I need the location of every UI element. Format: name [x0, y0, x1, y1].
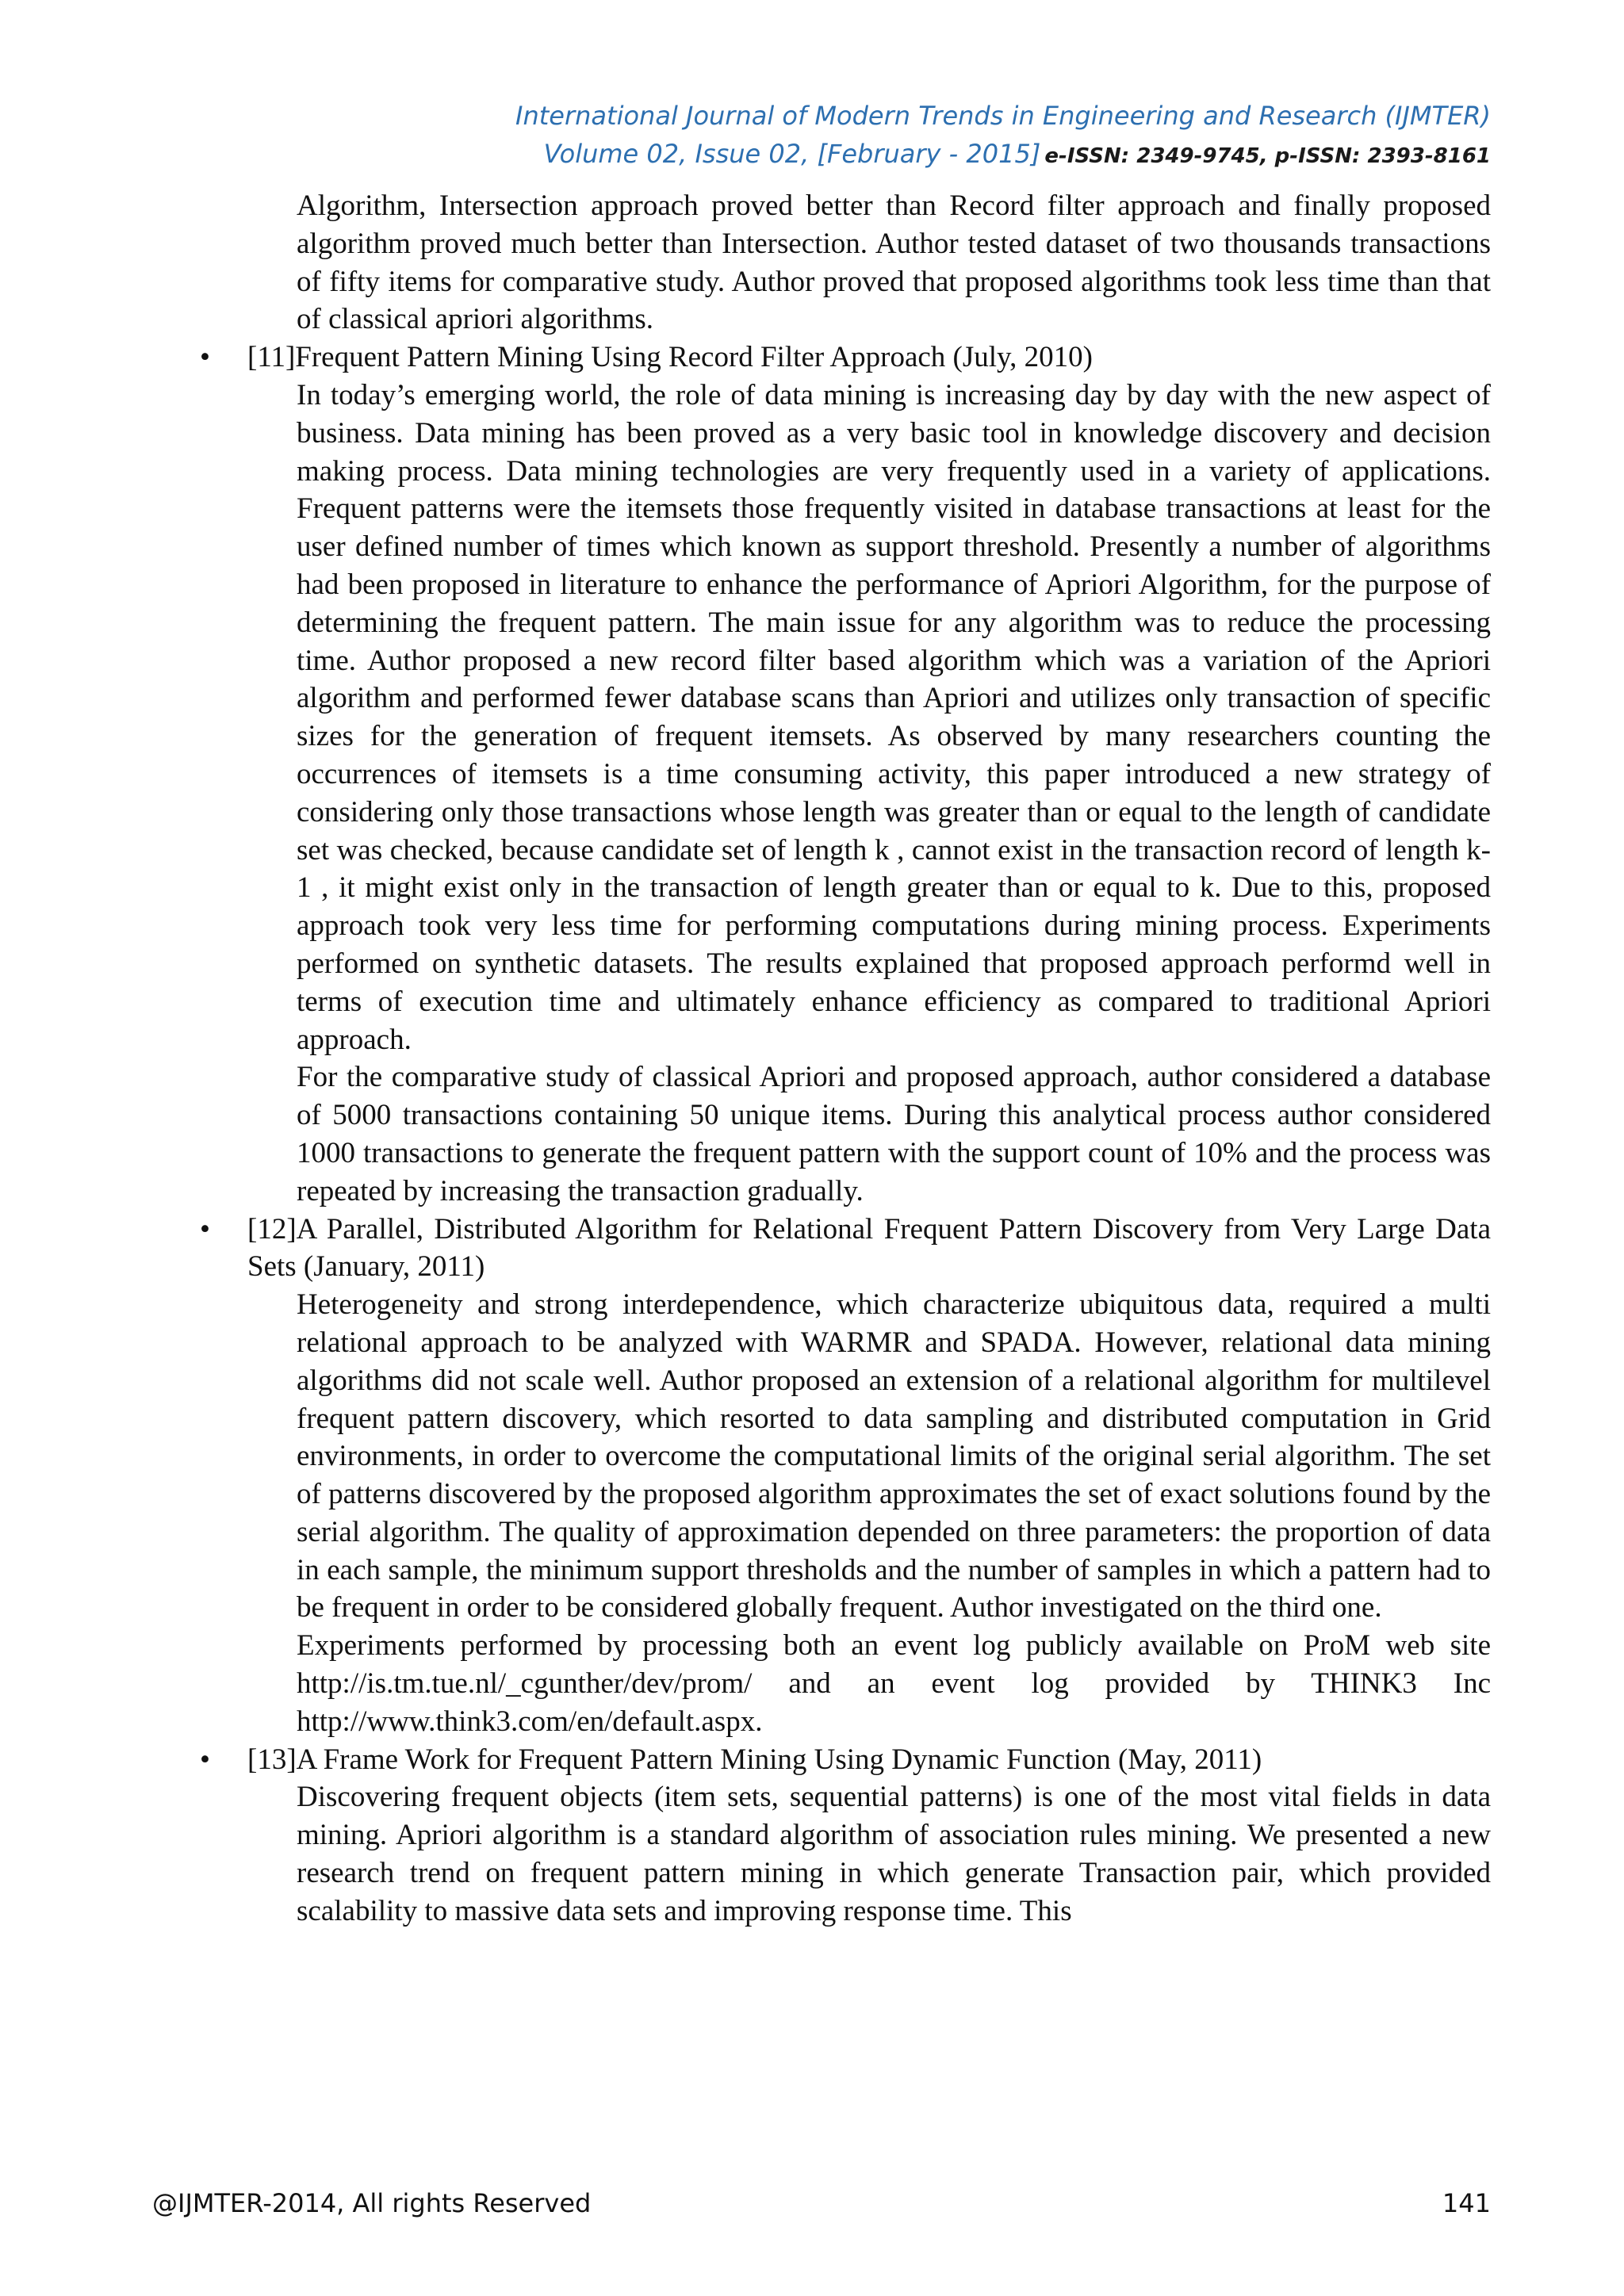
item-paragraph: Heterogeneity and strong interdependence, which characterize ubiquitous data, required a multi relational approach to be analyzed with WARMR and SPADA. However, relational data mining algorithms did not scale well. Author proposed an extension of a relational algorithm for multilevel frequent pattern discovery, which resorted to data sampling and distributed computation in Grid environments, in order to overcome the computational limits of the original serial algorithm. The set of patterns discovered by the proposed algorithm approximates the set of exact solutions found by the serial algorithm. The quality of approximation depended on three parameters: the proportion of data in each sample, the minimum support thresholds and the number of samples in which a pattern had to be frequent in order to be considered globally frequent. Author investigated on the third one.: [297, 1288, 1491, 1624]
item-paragraph: Experiments performed by processing both an event log publicly available on ProM web site http://is.tm.tue.nl/_cgunther/dev/prom/ and an event log provided by THINK3 Inc http://www.think3.com/en/default.aspx.: [297, 1629, 1491, 1738]
copyright-notice: @IJMTER-2014, All rights Reserved: [152, 2188, 592, 2218]
journal-title: International Journal of Modern Trends in Engineering and Research (IJMTER): [515, 101, 1491, 131]
page-footer: [152, 2188, 1491, 2218]
article-body: [200, 187, 1491, 1931]
item-title: [12]A Parallel, Distributed Algorithm for Relational Frequent Pattern Discovery from Very Large Data Sets (January, 2011): [247, 1212, 1491, 1284]
continuation-paragraph: Algorithm, Intersection approach proved better than Record filter approach and finally proposed algorithm proved much better than Intersection. Author tested dataset of two thousands transactions of fifty items for comparative study. Author proved that proposed algorithms took less time than that of classical apriori algorithms.: [297, 189, 1491, 336]
item-title: [11]Frequent Pattern Mining Using Record Filter Approach (July, 2010): [247, 341, 1093, 374]
item-paragraph: In today’s emerging world, the role of data mining is increasing day by day with the new aspect of business. Data mining has been proved as a very basic tool in knowledge discovery and decision making process. Data mining technologies are very frequently used in a variety of applications. Frequent patterns were the itemsets those frequently visited in database transactions at least for the user defined number of times which known as support threshold. Presently a number of algorithms had been proposed in literature to enhance the performance of Apriori Algorithm, for the purpose of determining the frequent pattern. The main issue for any algorithm was to reduce the processing time. Author proposed a new record filter based algorithm which was a variation of the Apriori algorithm and performed fewer database scans than Apriori and utilizes only transaction of specific sizes for the generation of frequent itemsets. As observed by many researchers counting the occurrences of itemsets is a time consuming activity, this paper introduced a new strategy of considering only those transactions whose length was greater than or equal to the length of candidate set was checked, because candidate set of length k , cannot exist in the transaction record of length k-1 , it might exist only in the transaction of length greater than or equal to k. Due to this, proposed approach took very less time for performing computations during mining process. Experiments performed on synthetic datasets. The results explained that proposed approach performd well in terms of execution time and ultimately enhance efficiency as compared to traditional Apriori approach.: [297, 378, 1491, 1056]
bullet-icon: •: [200, 1212, 210, 1246]
page-number: 141: [1442, 2188, 1491, 2218]
issn: e-ISSN: 2349-9745, p-ISSN: 2393-8161: [1044, 144, 1491, 168]
journal-issue-line: [515, 135, 1491, 178]
bullet-icon: •: [200, 341, 210, 374]
list-item-13: [200, 1741, 1491, 1931]
item-paragraph: Discovering frequent objects (item sets, sequential patterns) is one of the most vital fields in data mining. Apriori algorithm is a standard algorithm of association rules mining. We presented a new research trend on frequent pattern mining in which generate Transaction pair, which provided scalability to massive data sets and improving response time. This: [297, 1781, 1491, 1927]
item-title: [13]A Frame Work for Frequent Pattern Mining Using Dynamic Function (May, 2011): [247, 1743, 1262, 1776]
bullet-icon: •: [200, 1743, 210, 1776]
list-item-12: [200, 1211, 1491, 1741]
item-paragraph: For the comparative study of classical Apriori and proposed approach, author considered a database of 5000 transactions containing 50 unique items. During this analytical process author considered 1000 transactions to generate the frequent pattern with the support count of 10% and the process was repeated by increasing the transaction gradually.: [297, 1061, 1491, 1207]
volume-issue: Volume 02, Issue 02, [February - 2015]: [543, 139, 1041, 169]
list-item-11: [200, 339, 1491, 1210]
journal-header: [515, 97, 1491, 178]
